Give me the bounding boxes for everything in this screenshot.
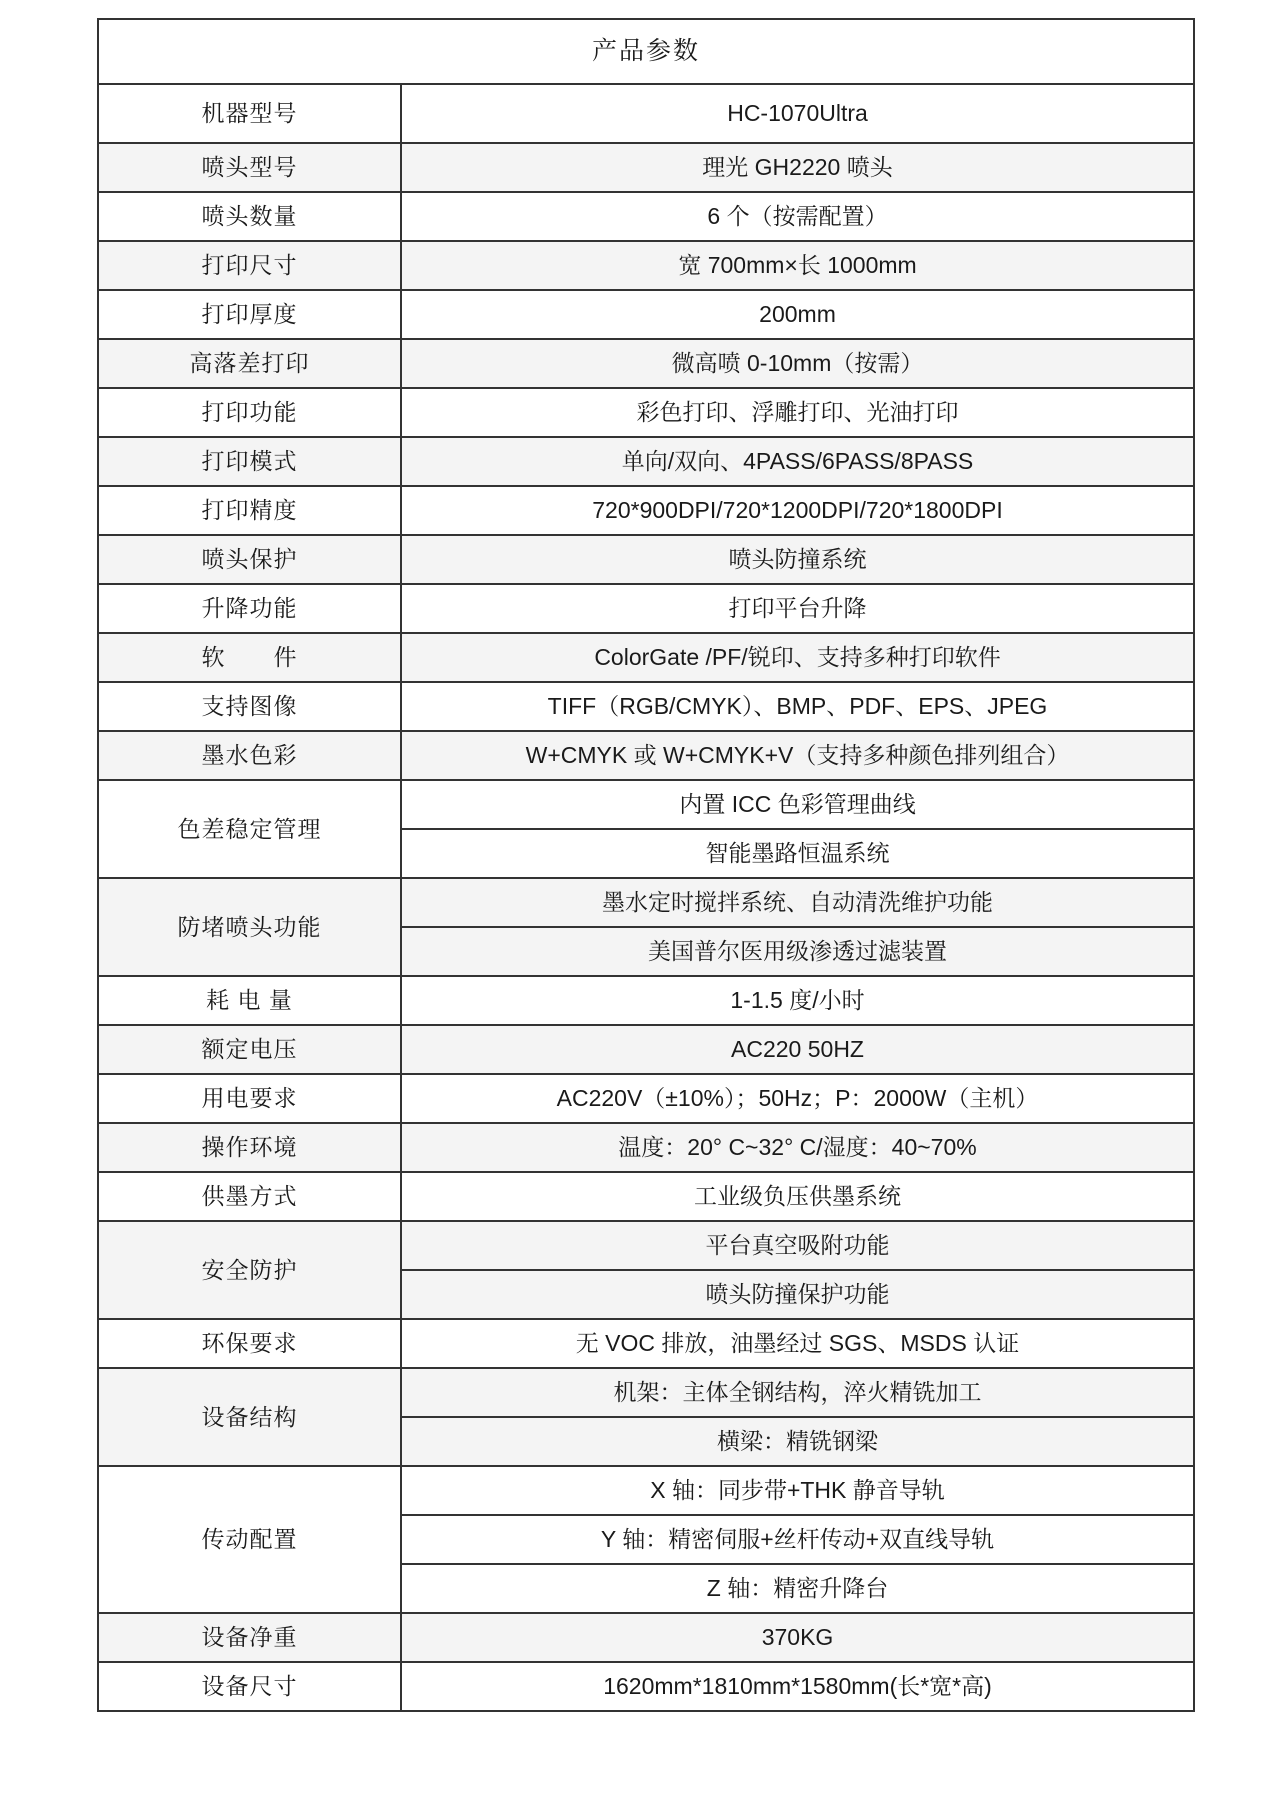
param-label: 打印尺寸 [98, 241, 401, 290]
table-row [98, 1123, 1194, 1172]
table-row [98, 1319, 1194, 1368]
param-value: HC-1070Ultra [401, 84, 1194, 143]
param-value: 平台真空吸附功能 [401, 1221, 1194, 1270]
param-value: 智能墨路恒温系统 [401, 829, 1194, 878]
param-value: 喷头防撞系统 [401, 535, 1194, 584]
param-value: ColorGate /PF/锐印、支持多种打印软件 [401, 633, 1194, 682]
param-value: 美国普尔医用级渗透过滤装置 [401, 927, 1194, 976]
table-row [98, 682, 1194, 731]
table-title: 产品参数 [98, 19, 1194, 84]
param-label: 环保要求 [98, 1319, 401, 1368]
table-row [98, 1221, 1194, 1270]
param-label: 操作环境 [98, 1123, 401, 1172]
table-row [98, 1172, 1194, 1221]
table-row [98, 84, 1194, 143]
param-label: 机器型号 [98, 84, 401, 143]
param-value: 宽 700mm×长 1000mm [401, 241, 1194, 290]
param-value: 温度：20° C~32° C/湿度：40~70% [401, 1123, 1194, 1172]
table-row [98, 1074, 1194, 1123]
param-value: W+CMYK 或 W+CMYK+V（支持多种颜色排列组合） [401, 731, 1194, 780]
table-row [98, 1025, 1194, 1074]
param-value: 横梁：精铣钢梁 [401, 1417, 1194, 1466]
table-row [98, 1613, 1194, 1662]
param-value: Z 轴：精密升降台 [401, 1564, 1194, 1613]
param-value: 喷头防撞保护功能 [401, 1270, 1194, 1319]
table-row [98, 1368, 1194, 1417]
param-label: 设备净重 [98, 1613, 401, 1662]
param-label: 打印模式 [98, 437, 401, 486]
param-value: TIFF（RGB/CMYK）、BMP、PDF、EPS、JPEG [401, 682, 1194, 731]
param-value: 200mm [401, 290, 1194, 339]
param-value: 微高喷 0-10mm（按需） [401, 339, 1194, 388]
param-label: 传动配置 [98, 1466, 401, 1613]
param-value: 单向/双向、4PASS/6PASS/8PASS [401, 437, 1194, 486]
table-row [98, 143, 1194, 192]
table-row [98, 584, 1194, 633]
param-label: 高落差打印 [98, 339, 401, 388]
param-label: 额定电压 [98, 1025, 401, 1074]
table-row [98, 437, 1194, 486]
param-label: 色差稳定管理 [98, 780, 401, 878]
param-label: 喷头数量 [98, 192, 401, 241]
table-row [98, 486, 1194, 535]
param-label: 安全防护 [98, 1221, 401, 1319]
table-row [98, 535, 1194, 584]
param-label: 喷头型号 [98, 143, 401, 192]
param-label: 打印厚度 [98, 290, 401, 339]
table-row [98, 878, 1194, 927]
table-row [98, 192, 1194, 241]
param-value: AC220 50HZ [401, 1025, 1194, 1074]
table-row [98, 339, 1194, 388]
product-spec-table [97, 18, 1195, 1712]
param-label: 耗 电 量 [98, 976, 401, 1025]
param-value: 工业级负压供墨系统 [401, 1172, 1194, 1221]
param-label: 用电要求 [98, 1074, 401, 1123]
param-value: 机架：主体全钢结构，淬火精铣加工 [401, 1368, 1194, 1417]
param-label: 设备尺寸 [98, 1662, 401, 1711]
param-value: AC220V（±10%）；50Hz；P：2000W（主机） [401, 1074, 1194, 1123]
param-value: 墨水定时搅拌系统、自动清洗维护功能 [401, 878, 1194, 927]
param-value: X 轴：同步带+THK 静音导轨 [401, 1466, 1194, 1515]
table-row [98, 290, 1194, 339]
param-label: 供墨方式 [98, 1172, 401, 1221]
param-value: 6 个（按需配置） [401, 192, 1194, 241]
param-label: 打印功能 [98, 388, 401, 437]
param-label: 软 件 [98, 633, 401, 682]
param-label: 升降功能 [98, 584, 401, 633]
table-row [98, 1662, 1194, 1711]
param-label: 打印精度 [98, 486, 401, 535]
spec-table-body [98, 84, 1194, 1711]
table-row [98, 633, 1194, 682]
param-label: 墨水色彩 [98, 731, 401, 780]
param-label: 设备结构 [98, 1368, 401, 1466]
table-row [98, 388, 1194, 437]
table-row [98, 731, 1194, 780]
param-label: 支持图像 [98, 682, 401, 731]
param-value: 370KG [401, 1613, 1194, 1662]
param-value: 1620mm*1810mm*1580mm(长*宽*高) [401, 1662, 1194, 1711]
param-value: 内置 ICC 色彩管理曲线 [401, 780, 1194, 829]
param-value: 理光 GH2220 喷头 [401, 143, 1194, 192]
param-label: 喷头保护 [98, 535, 401, 584]
table-row [98, 780, 1194, 829]
param-value: 1-1.5 度/小时 [401, 976, 1194, 1025]
param-value: 无 VOC 排放，油墨经过 SGS、MSDS 认证 [401, 1319, 1194, 1368]
param-value: 打印平台升降 [401, 584, 1194, 633]
table-header-row [98, 19, 1194, 84]
param-value: 彩色打印、浮雕打印、光油打印 [401, 388, 1194, 437]
param-value: Y 轴：精密伺服+丝杆传动+双直线导轨 [401, 1515, 1194, 1564]
table-row [98, 1466, 1194, 1515]
table-row [98, 241, 1194, 290]
table-row [98, 976, 1194, 1025]
param-label: 防堵喷头功能 [98, 878, 401, 976]
param-value: 720*900DPI/720*1200DPI/720*1800DPI [401, 486, 1194, 535]
